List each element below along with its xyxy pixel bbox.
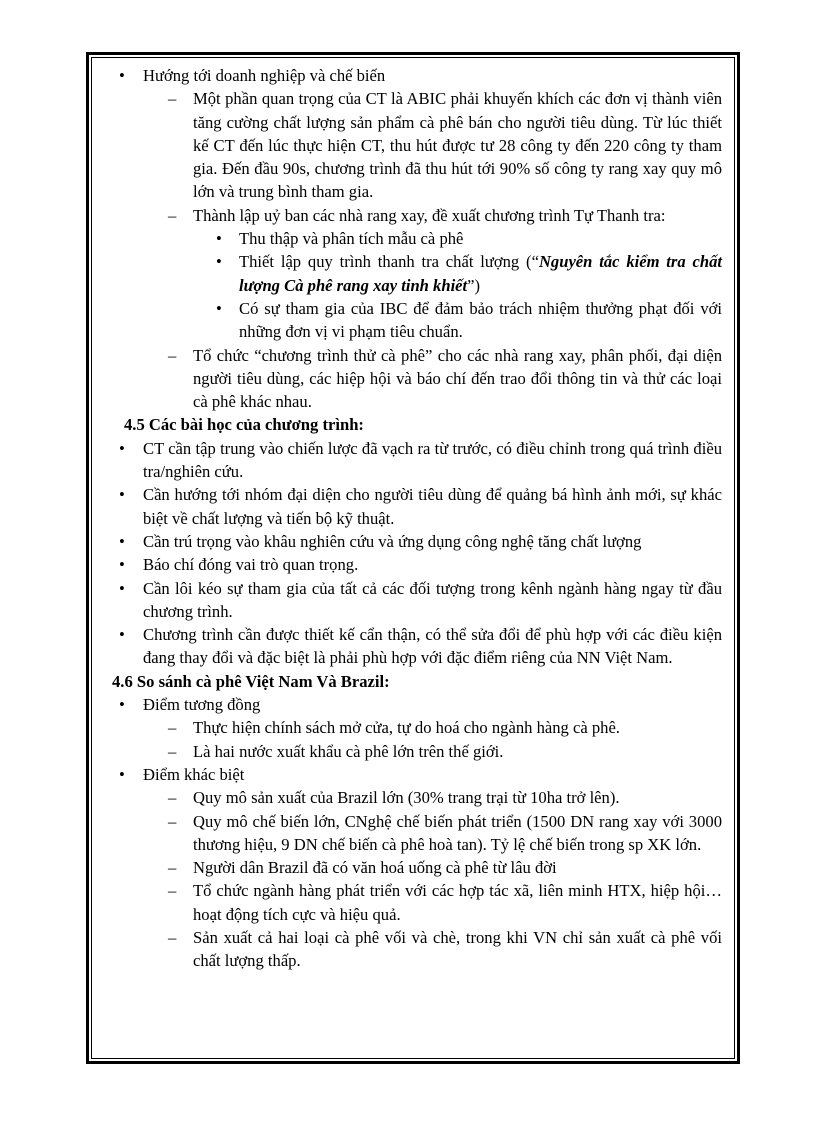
sub-bullet-text: Có sự tham gia của IBC để đảm bảo trách nhiệm thưởng phạt đối với những đơn vị vi phạm tiêu chuẩn. xyxy=(239,298,722,342)
dash-marker: – xyxy=(168,205,177,225)
dash-marker: – xyxy=(168,89,177,109)
bullet-item xyxy=(112,763,722,786)
bullet-item xyxy=(112,483,722,530)
document-body xyxy=(112,64,722,973)
dash-item xyxy=(112,786,722,809)
dash-text: Thành lập uỷ ban các nhà rang xay, đề xuất chương trình Tự Thanh tra: xyxy=(193,205,666,225)
dash-text: Một phần quan trọng của CT là ABIC phải khuyến khích các đơn vị thành viên tăng cường chất lượng sản phẩm cà phê bán cho người tiêu dùng. Từ lúc thiết kế CT đến lúc thực hiện CT, thu hút được tư 28 công ty đến 220 công ty tham gia. Đến đầu 90s, chương trình đã thu hút tới 90% số công ty rang xay quy mô lớn và trung bình tham gia. xyxy=(193,89,722,202)
bullet-text: Cần trú trọng vào khâu nghiên cứu và ứng dụng công nghệ tăng chất lượng xyxy=(143,531,642,551)
bullet-marker: • xyxy=(216,229,222,249)
dash-item xyxy=(112,740,722,763)
dash-text: Thực hiện chính sách mở cửa, tự do hoá cho ngành hàng cà phê. xyxy=(193,718,620,738)
dash-marker: – xyxy=(168,881,177,901)
bullet-marker: • xyxy=(216,252,222,272)
bullet-marker: • xyxy=(119,555,125,575)
bullet-marker: • xyxy=(119,485,125,505)
dash-item xyxy=(112,716,722,739)
bullet-marker: • xyxy=(119,764,125,784)
bullet-text: Hướng tới doanh nghiệp và chế biến xyxy=(143,66,386,85)
section-heading: 4.6 So sánh cà phê Việt Nam Và Brazil: xyxy=(112,671,390,691)
dash-text: Tổ chức ngành hàng phát triển với các hợp tác xã, liên minh HTX, hiệp hội… hoạt động tích cực và hiệu quả. xyxy=(193,881,722,924)
bullet-marker: • xyxy=(216,298,222,318)
sub-bullet-item xyxy=(112,227,722,250)
sub-bullet-text: Thiết lập quy trình thanh tra chất lượng (“ xyxy=(239,252,539,272)
bullet-item xyxy=(112,437,722,484)
emphasized-title: Nguyên tắc kiểm tra chất lượng Cà phê rang xay tinh khiết xyxy=(239,252,722,295)
sub-bullet-text: Thu thập và phân tích mẫu cà phê xyxy=(239,229,464,249)
dash-text: Người dân Brazil đã có văn hoá uống cà phê từ lâu đời xyxy=(193,858,557,878)
bullet-text: Cần lôi kéo sự tham gia của tất cả các đối tượng trong kênh ngành hàng ngay từ đầu chương trình. xyxy=(143,578,722,621)
dash-marker: – xyxy=(168,741,177,761)
bullet-text: Cần hướng tới nhóm đại diện cho người tiêu dùng để quảng bá hình ảnh mới, sự khác biệt về chất lượng và tiến bộ kỹ thuật. xyxy=(143,485,722,528)
bullet-item xyxy=(112,64,722,87)
dash-marker: – xyxy=(168,858,177,878)
section-heading: 4.5 Các bài học của chương trình: xyxy=(124,415,364,435)
dash-marker: – xyxy=(168,788,177,808)
bullet-item xyxy=(112,623,722,670)
bullet-marker: • xyxy=(119,66,125,85)
dash-marker: – xyxy=(168,345,177,365)
bullet-marker: • xyxy=(119,578,125,598)
bullet-marker: • xyxy=(119,531,125,551)
dash-marker: – xyxy=(168,811,177,831)
dash-text: Sản xuất cả hai loại cà phê vối và chè, trong khi VN chỉ sản xuất cà phê vối chất lượng thấp. xyxy=(193,927,722,971)
bullet-text: CT cần tập trung vào chiến lược đã vạch ra từ trước, có điều chỉnh trong quá trình điều tra/nghiên cứu. xyxy=(143,438,722,482)
sub-bullet-text-end: ”) xyxy=(467,275,481,295)
dash-item xyxy=(112,344,722,414)
dash-item xyxy=(112,856,722,879)
dash-item xyxy=(112,204,722,227)
dash-text: Quy mô chế biến lớn, CNghệ chế biến phát triển (1500 DN rang xay với 3000 thương hiệu, 9 DN chế biến cà phê hoà tan). Tỷ lệ chế biến trong sp XK lớn. xyxy=(193,811,722,854)
dash-text: Quy mô sản xuất của Brazil lớn (30% trang trại từ 10ha trở lên). xyxy=(193,788,620,808)
bullet-text: Chương trình cần được thiết kế cẩn thận, có thể sửa đổi để phù hợp với các điều kiện đang thay đổi và đặc biệt là phải phù hợp với đặc điểm riêng của NN Việt Nam. xyxy=(143,625,722,668)
dash-item xyxy=(112,926,722,973)
dash-item xyxy=(112,810,722,857)
sub-bullet-item xyxy=(112,297,722,344)
bullet-item xyxy=(112,530,722,553)
bullet-item xyxy=(112,693,722,716)
bullet-marker: • xyxy=(119,625,125,645)
dash-marker: – xyxy=(168,718,177,738)
dash-marker: – xyxy=(168,927,177,947)
dash-item xyxy=(112,879,722,926)
bullet-marker: • xyxy=(119,695,125,715)
sub-bullet-item xyxy=(112,250,722,297)
bullet-item xyxy=(112,577,722,624)
dash-item xyxy=(112,87,722,203)
dash-text: Tổ chức “chương trình thử cà phê” cho các nhà rang xay, phân phối, đại diện người tiêu dùng, các hiệp hội và báo chí đến trao đổi thông tin và thử các loại cà phê khác nhau. xyxy=(193,345,722,412)
bullet-marker: • xyxy=(119,438,125,458)
bullet-text: Điểm tương đồng xyxy=(143,695,261,715)
bullet-text: Báo chí đóng vai trò quan trọng. xyxy=(143,555,359,575)
bullet-item xyxy=(112,553,722,576)
dash-text: Là hai nước xuất khẩu cà phê lớn trên thế giới. xyxy=(193,741,504,761)
bullet-text: Điểm khác biệt xyxy=(143,764,245,784)
